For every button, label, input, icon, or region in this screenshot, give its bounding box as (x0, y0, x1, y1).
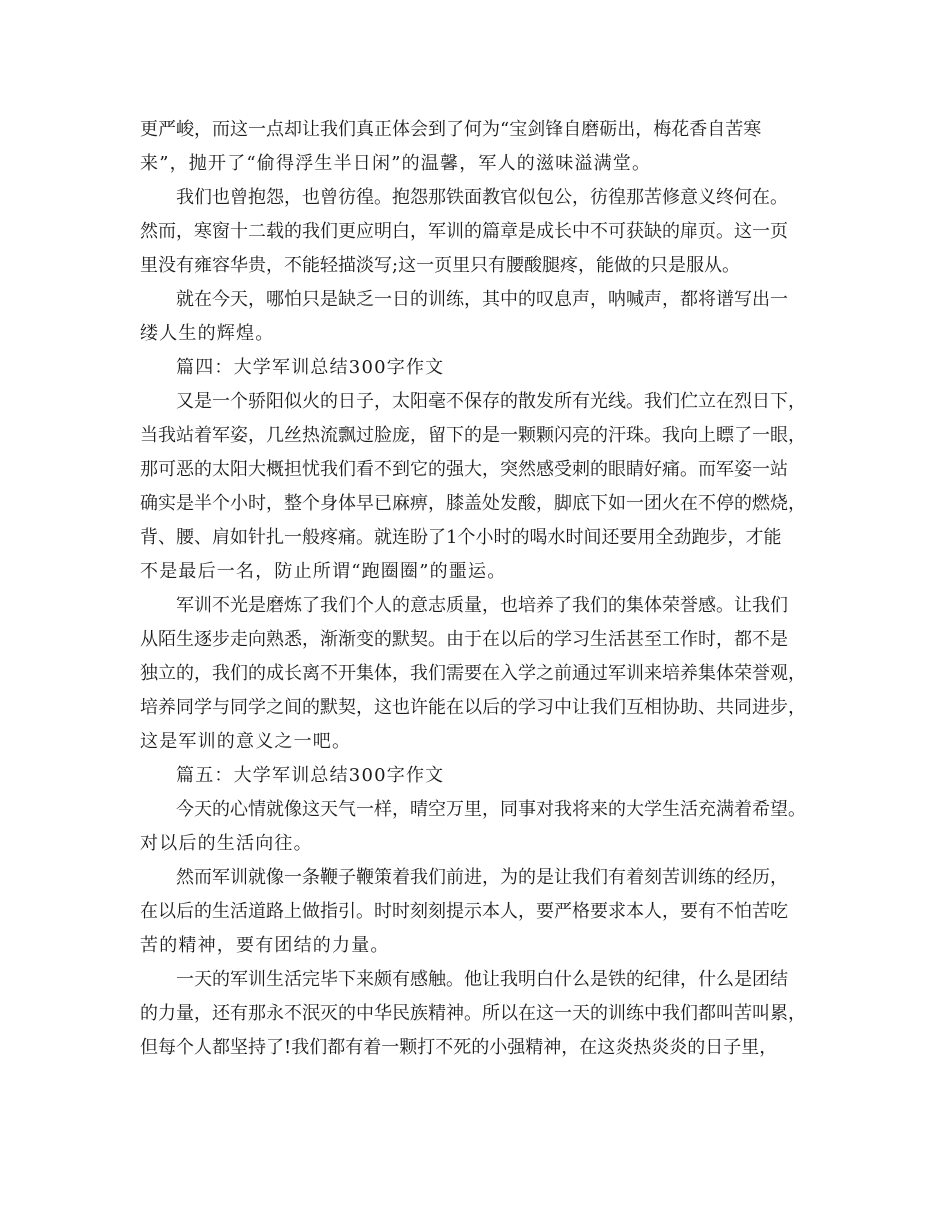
text-line: 今天的心情就像这天气一样，晴空万里，同事对我将来的大学生活充满着希望。 (176, 799, 806, 820)
text-line: 的力量，还有那永不泯灭的中华民族精神。所以在这一天的训练中我们都叫苦叫累， (140, 1003, 806, 1024)
text-line: 苦的精神，要有团结的力量。 (140, 935, 390, 956)
text-line: 更严峻，而这一点却让我们真正体会到了何为“宝剑锋自磨砺出，梅花香自苦寒 (140, 119, 762, 140)
text-line: 对以后的生活向往。 (140, 833, 313, 854)
text-line: 那可恶的太阳大概担忧我们看不到它的强大，突然感受刺的眼睛好痛。而军姿一站 (140, 459, 788, 480)
text-line: 但每个人都坚持了!我们都有着一颗打不死的小强精神，在这炎热炎炎的日子里， (140, 1037, 778, 1058)
text-line: 然而，寒窗十二载的我们更应明白，军训的篇章是成长中不可获缺的扉页。这一页 (140, 221, 788, 242)
text-line: 里没有雍容华贵，不能轻描淡写;这一页里只有腰酸腿疼，能做的只是服从。 (140, 255, 741, 276)
text-line: 篇五：大学军训总结300字作文 (176, 765, 445, 786)
text-line: 缕人生的辉煌。 (140, 323, 275, 344)
document-body (140, 113, 830, 1065)
text-line: 培养同学与同学之间的默契，这也许能在以后的学习中让我们互相协助、共同进步， (140, 697, 806, 718)
text-line: 篇四：大学军训总结300字作文 (176, 357, 445, 378)
text-line: 确实是半个小时，整个身体早已麻痹，膝盖处发酸，脚底下如一团火在不停的燃烧， (140, 493, 806, 514)
text-line: 军训不光是磨炼了我们个人的意志质量，也培养了我们的集体荣誉感。让我们 (176, 595, 788, 616)
text-line: 我们也曾抱怨，也曾彷徨。抱怨那铁面教官似包公，彷徨那苦修意义终何在。 (176, 187, 788, 208)
text-line: 一天的军训生活完毕下来颇有感触。他让我明白什么是铁的纪律，什么是团结 (176, 969, 788, 990)
text-line: 又是一个骄阳似火的日子，太阳毫不保存的散发所有光线。我们伫立在烈日下， (176, 391, 806, 412)
text-line: 独立的，我们的成长离不开集体，我们需要在入学之前通过军训来培养集体荣誉观， (140, 663, 806, 684)
text-line: 当我站着军姿，几丝热流飘过脸庞，留下的是一颗颗闪亮的汗珠。我向上瞟了一眼， (140, 425, 806, 446)
text-line: 来”，抛开了“偷得浮生半日闲”的温馨，军人的滋味溢满堂。 (140, 153, 652, 174)
text-line: 然而军训就像一条鞭子鞭策着我们前进，为的是让我们有着刻苦训练的经历， (176, 867, 788, 888)
text-line: 不是最后一名，防止所谓“跑圈圈”的噩运。 (140, 561, 507, 582)
text-line: 在以后的生活道路上做指引。时时刻刻提示本人，要严格要求本人，要有不怕苦吃 (140, 901, 788, 922)
text-line: 背、腰、肩如针扎一般疼痛。就连盼了1个小时的喝水时间还要用全劲跑步，才能 (140, 527, 782, 548)
text-line: 这是军训的意义之一吧。 (140, 731, 352, 752)
text-line: 就在今天，哪怕只是缺乏一日的训练，其中的叹息声，呐喊声，都将谱写出一 (176, 289, 788, 310)
text-line: 从陌生逐步走向熟悉，渐渐变的默契。由于在以后的学习生活甚至工作时，都不是 (140, 629, 788, 650)
